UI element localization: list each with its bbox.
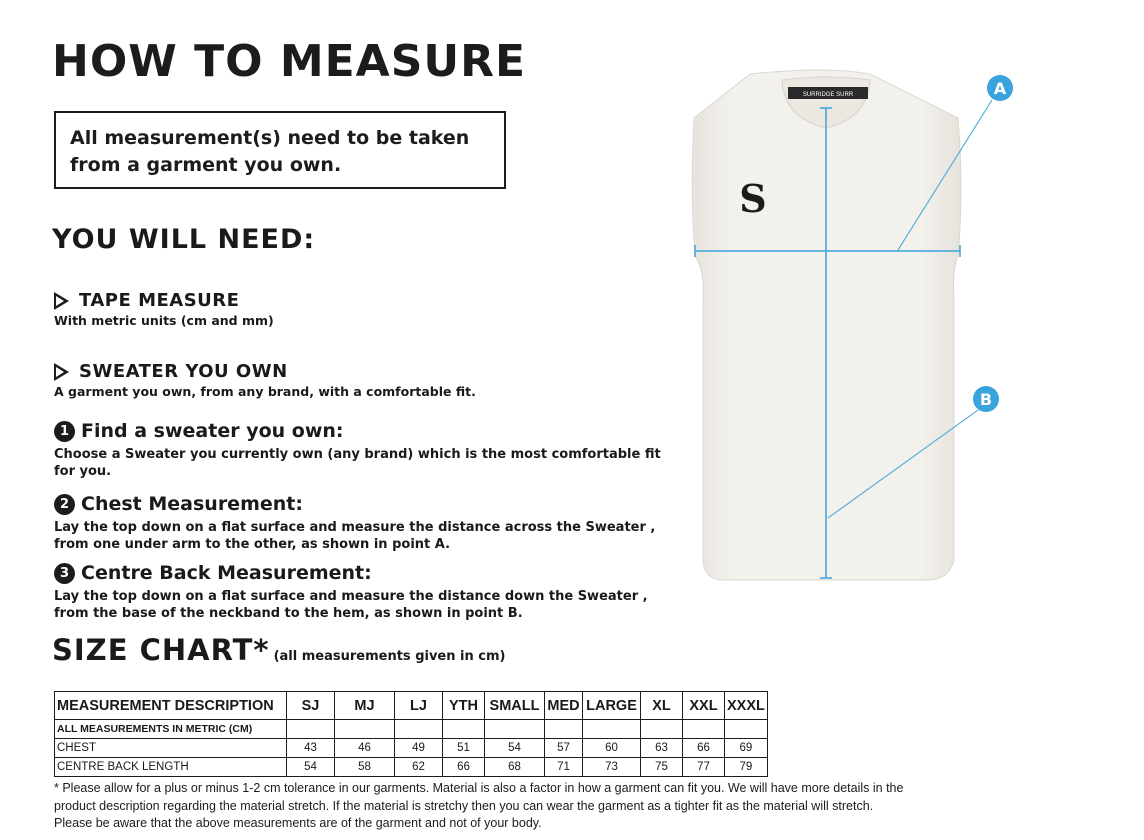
- table-cell: [395, 720, 443, 739]
- table-cell: [485, 720, 545, 739]
- table-cell: 68: [485, 758, 545, 777]
- requirement-subtitle: A garment you own, from any brand, with a comfortable fit.: [54, 384, 476, 399]
- requirement-title: SWEATER YOU OWN: [79, 361, 288, 382]
- step-title: Chest Measurement:: [81, 493, 303, 515]
- table-header-cell: XXL: [683, 692, 725, 720]
- table-cell: [335, 720, 395, 739]
- table-header-cell: MJ: [335, 692, 395, 720]
- table-header-cell: LJ: [395, 692, 443, 720]
- table-cell: [641, 720, 683, 739]
- size-chart-table: [54, 691, 768, 777]
- table-header-cell: MED: [545, 692, 583, 720]
- step-find-sweater: [54, 420, 674, 480]
- table-header-cell: XL: [641, 692, 683, 720]
- table-cell: 51: [443, 739, 485, 758]
- table-header-cell: SJ: [287, 692, 335, 720]
- table-cell: 60: [583, 739, 641, 758]
- table-row: [55, 720, 768, 739]
- you-will-need-heading: YOU WILL NEED:: [52, 224, 316, 255]
- table-cell: [725, 720, 768, 739]
- table-cell: [545, 720, 583, 739]
- requirement-sweater: [54, 361, 476, 399]
- neck-label-text: SURRIDGE SURR: [802, 92, 854, 98]
- table-cell: 58: [335, 758, 395, 777]
- table-cell: 71: [545, 758, 583, 777]
- requirement-subtitle: With metric units (cm and mm): [54, 313, 274, 328]
- table-cell: 73: [583, 758, 641, 777]
- size-chart-subtitle: (all measurements given in cm): [273, 649, 506, 664]
- table-cell: 43: [287, 739, 335, 758]
- table-cell: CENTRE BACK LENGTH: [55, 758, 287, 777]
- arrow-icon: [54, 292, 69, 310]
- table-cell: 66: [683, 739, 725, 758]
- sweater-diagram: [660, 60, 1030, 590]
- table-cell: 62: [395, 758, 443, 777]
- table-cell: 49: [395, 739, 443, 758]
- requirement-tape-measure: [54, 290, 274, 328]
- table-cell: 57: [545, 739, 583, 758]
- table-cell: 69: [725, 739, 768, 758]
- table-header-cell: LARGE: [583, 692, 641, 720]
- table-cell: 46: [335, 739, 395, 758]
- requirement-title: TAPE MEASURE: [79, 290, 240, 311]
- table-cell: [583, 720, 641, 739]
- size-chart-title: SIZE CHART*: [52, 633, 270, 667]
- table-cell: [287, 720, 335, 739]
- step-centre-back-measurement: [54, 562, 674, 622]
- step-title: Centre Back Measurement:: [81, 562, 372, 584]
- table-cell: 54: [287, 758, 335, 777]
- table-header-cell: MEASUREMENT DESCRIPTION: [55, 692, 287, 720]
- step-number-badge: 1: [54, 421, 75, 442]
- table-cell: 77: [683, 758, 725, 777]
- step-number-badge: 3: [54, 563, 75, 584]
- notice-box: All measurement(s) need to be taken from a garment you own.: [54, 111, 506, 189]
- step-text: Choose a Sweater you currently own (any brand) which is the most comfortable fit for you.: [54, 447, 661, 479]
- table-cell: ALL MEASUREMENTS IN METRIC (CM): [55, 720, 287, 739]
- tolerance-footnote: * Please allow for a plus or minus 1-2 cm tolerance in our garments. Material is also a factor in how a garment can fit you. We will have more details in the product description regarding the material stretch. If the material is stretchy then you can wear the garment as a tighter fit as the material will stretch. Please be aware that the above measurements are of the garment and not of your body.: [54, 781, 904, 830]
- table-header-cell: SMALL: [485, 692, 545, 720]
- table-cell: CHEST: [55, 739, 287, 758]
- table-cell: 66: [443, 758, 485, 777]
- brand-logo: S: [739, 176, 767, 221]
- page-title: HOW TO MEASURE: [52, 36, 527, 87]
- callout-b-label: B: [979, 390, 993, 409]
- size-chart-heading: [52, 633, 505, 667]
- step-chest-measurement: [54, 493, 674, 553]
- table-cell: 63: [641, 739, 683, 758]
- step-title: Find a sweater you own:: [81, 420, 344, 442]
- table-cell: [683, 720, 725, 739]
- callout-a-label: A: [993, 79, 1007, 98]
- table-cell: 54: [485, 739, 545, 758]
- table-cell: 79: [725, 758, 768, 777]
- arrow-icon: [54, 363, 69, 381]
- table-row: [55, 739, 768, 758]
- step-number-badge: 2: [54, 494, 75, 515]
- table-cell: 75: [641, 758, 683, 777]
- table-header-cell: XXXL: [725, 692, 768, 720]
- table-cell: [443, 720, 485, 739]
- table-header-row: [55, 692, 768, 720]
- table-row: [55, 758, 768, 777]
- table-header-cell: YTH: [443, 692, 485, 720]
- step-text: Lay the top down on a flat surface and measure the distance across the Sweater , from one under arm to the other, as shown in point A.: [54, 520, 656, 552]
- step-text: Lay the top down on a flat surface and measure the distance down the Sweater , from the base of the neckband to the hem, as shown in point B.: [54, 589, 648, 621]
